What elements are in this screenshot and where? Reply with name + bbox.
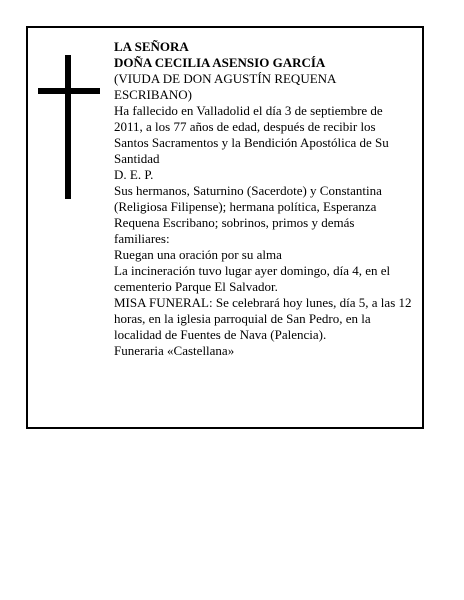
notice-heading-name: DOÑA CECILIA ASENSIO GARCÍA: [114, 55, 326, 70]
notice-rip: D. E. P.: [114, 167, 154, 182]
obituary-notice: [26, 26, 424, 429]
notice-prayer-request: Ruegan una oración por su alma: [114, 247, 282, 262]
cross-vertical-bar: [65, 55, 71, 199]
notice-cremation-paragraph: La incineración tuvo lugar ayer domingo, día 4, en el cementerio Parque El Salvador.: [114, 263, 391, 294]
notice-funeral-mass-paragraph: MISA FUNERAL: Se celebrará hoy lunes, día 5, a las 12 horas, en la iglesia parroquial de San Pedro, en la localidad de Fuentes de Nava (Palencia).: [114, 295, 412, 342]
notice-funeral-home: Funeraria «Castellana»: [114, 343, 235, 358]
notice-subheading: (VIUDA DE DON AGUSTÍN REQUENA ESCRIBANO): [114, 71, 336, 102]
notice-family-paragraph: Sus hermanos, Saturnino (Sacerdote) y Constantina (Religiosa Filipense); hermana política, Esperanza Requena Escribano; sobrinos, primos y demás familiares:: [114, 183, 382, 246]
notice-death-paragraph: Ha fallecido en Valladolid el día 3 de septiembre de 2011, a los 77 años de edad, después de recibir los Santos Sacramentos y la Bendición Apostólica de Su Santidad: [114, 103, 389, 166]
cross-icon: [38, 55, 100, 199]
notice-text: [114, 39, 412, 359]
cross-horizontal-bar: [38, 88, 100, 94]
notice-heading-title: LA SEÑORA: [114, 39, 189, 54]
